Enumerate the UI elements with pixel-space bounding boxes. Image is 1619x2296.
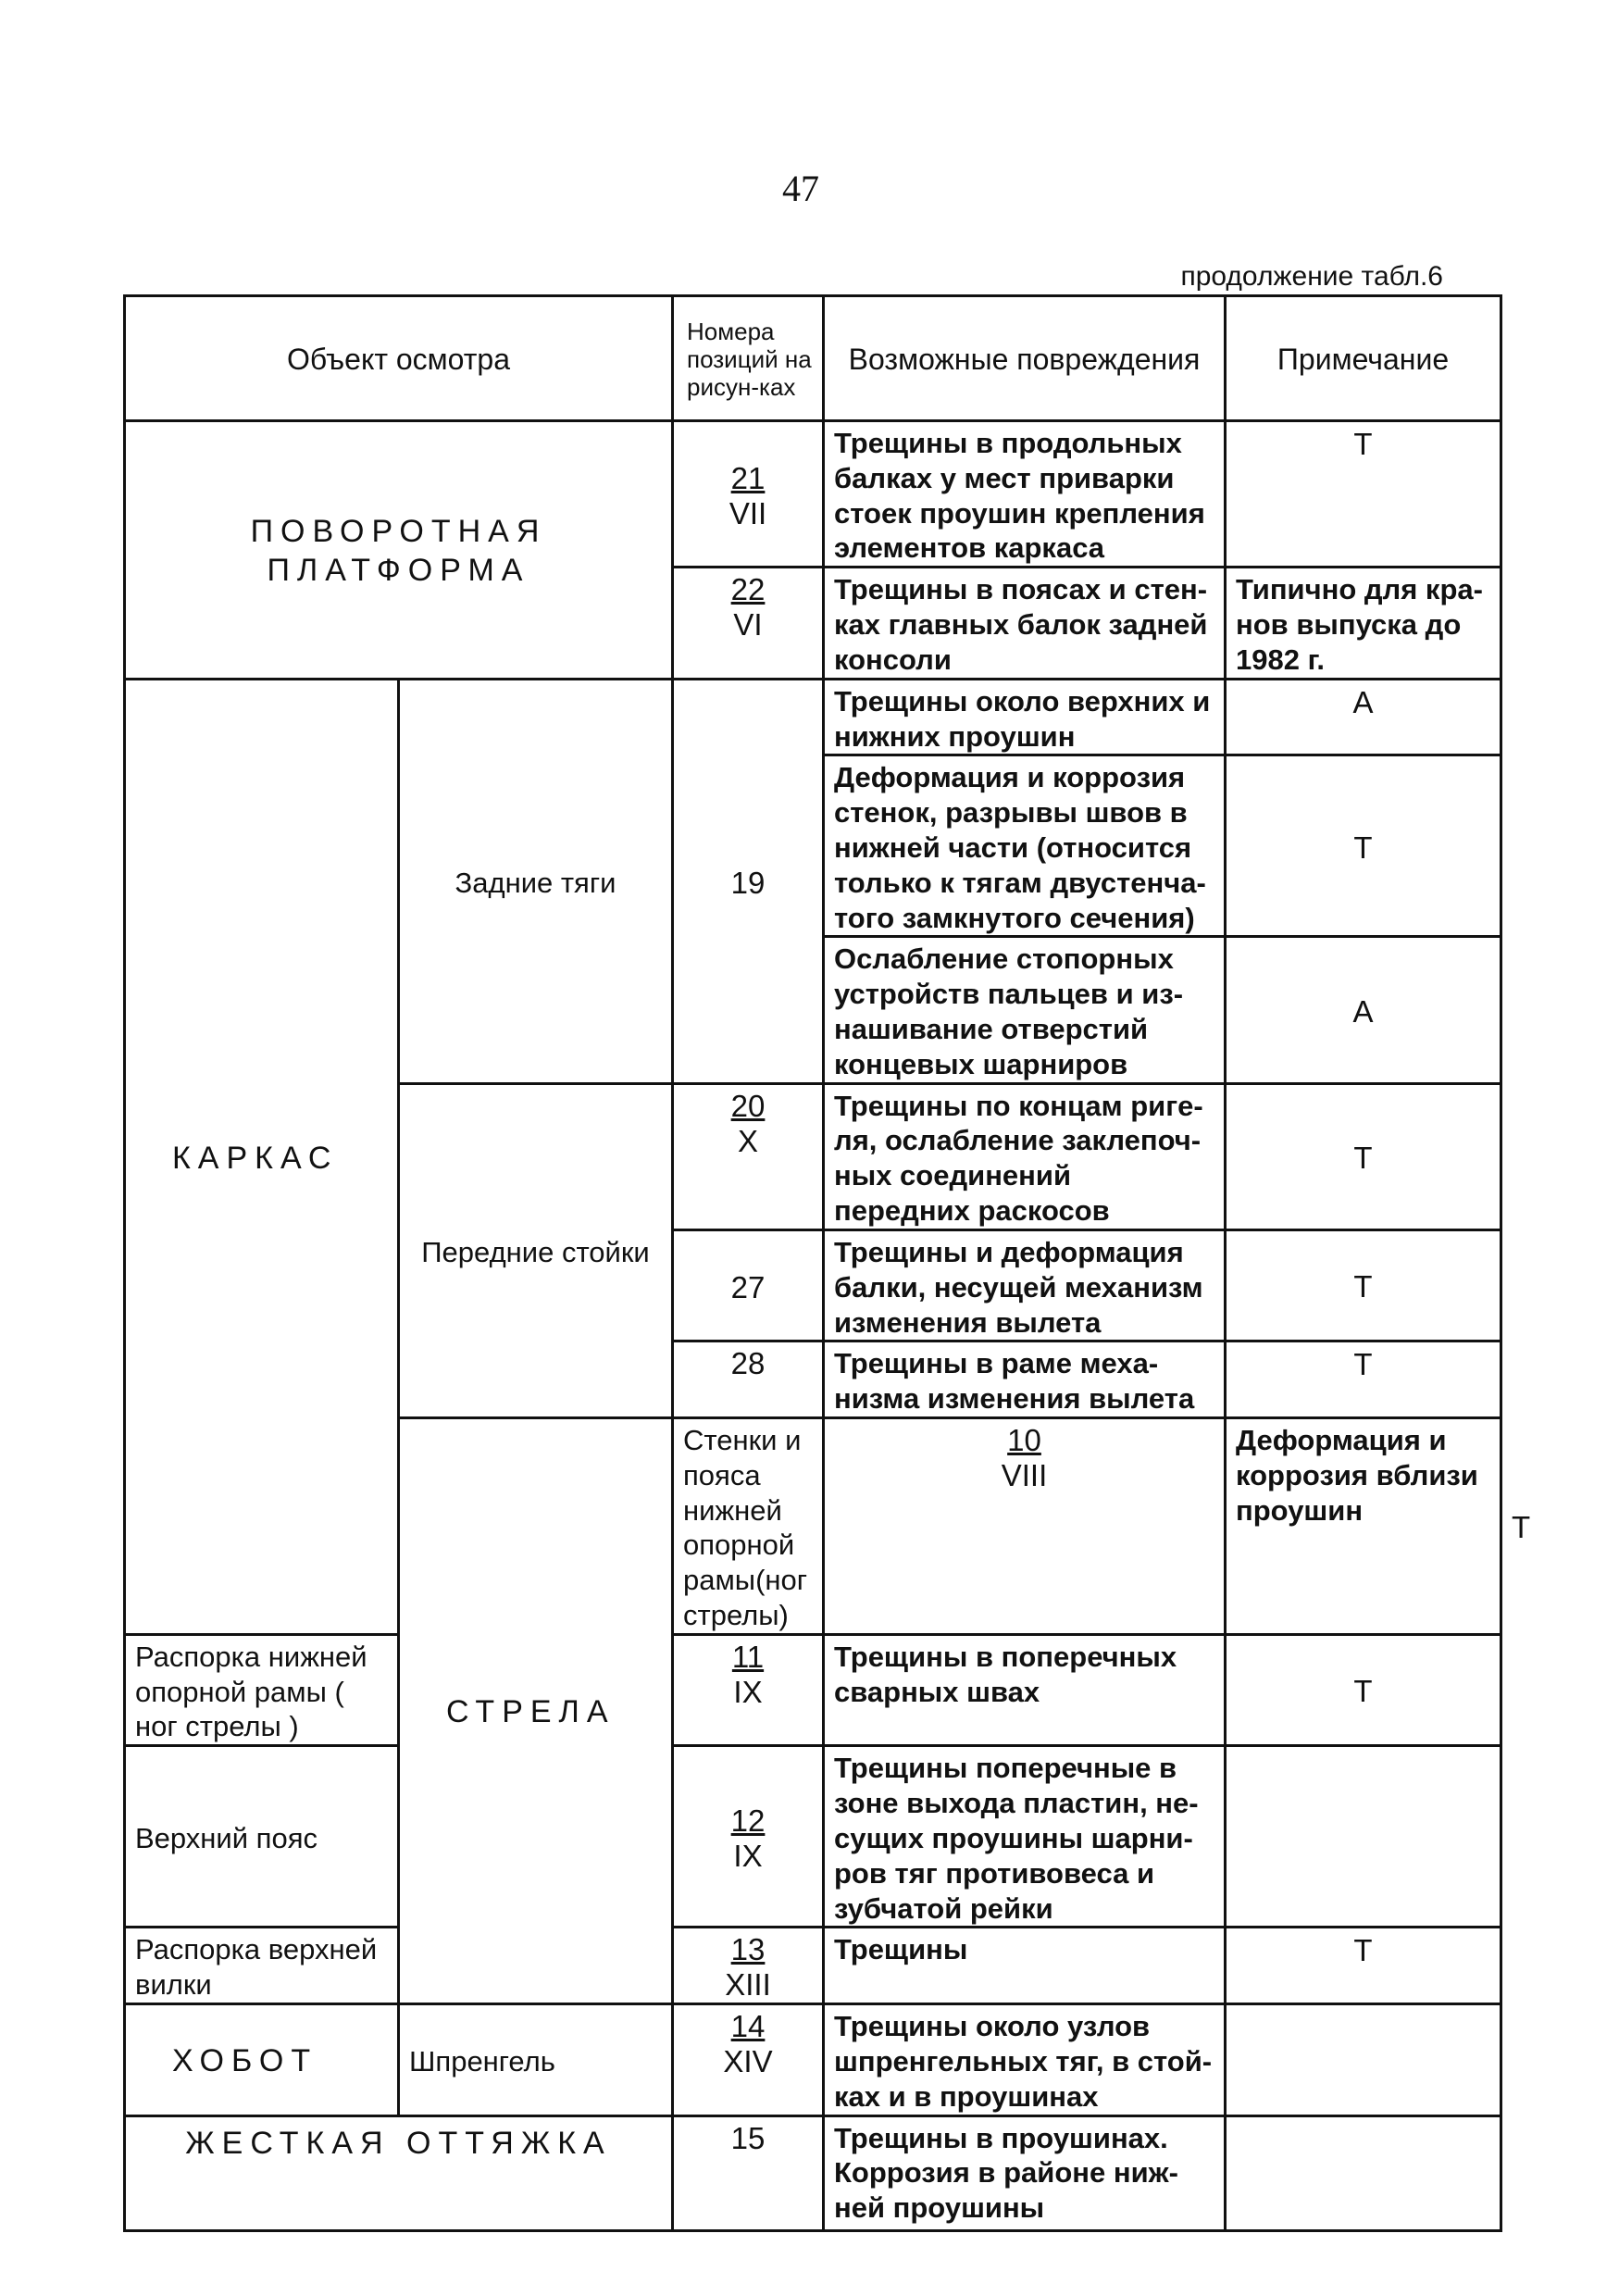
- note-cell: Типично для кра-нов выпуска до 1982 г.: [1226, 568, 1501, 679]
- header-positions: Номера позиций на рисун-ках: [673, 296, 824, 421]
- group-trunk: ХОБОТ: [125, 2004, 399, 2115]
- subgroup-upper-chord: Верхний пояс: [125, 1746, 399, 1928]
- table-row: СТРЕЛА Стенки и пояса нижней опорной рамы(ног стрелы) 10 VIII Деформация и коррозия вблизи проушин Т: [125, 1417, 1501, 1634]
- figure-number: XIV: [723, 2044, 773, 2079]
- damage-cell: Трещины в проушинах. Коррозия в районе ниж-ней проушины: [824, 2115, 1226, 2230]
- table-row: [125, 1746, 1501, 1928]
- page-number: 47: [782, 168, 819, 209]
- note-cell: Т: [1226, 1083, 1501, 1229]
- note-cell: А: [1226, 679, 1501, 755]
- group-boom: СТРЕЛА: [399, 1417, 673, 2003]
- note-cell: [1226, 2004, 1501, 2115]
- damage-cell: Трещины поперечные в зоне выхода пластин, не-сущих проушины шарни-ров тяг противовеса и зубчатой рейки: [824, 1746, 1226, 1928]
- subgroup-rear-rods: Задние тяги: [399, 679, 673, 1083]
- figure-number: XIII: [725, 1967, 771, 2003]
- position-number: 15: [730, 2120, 766, 2155]
- note-cell: Т: [1226, 755, 1501, 937]
- position-cell: [673, 421, 824, 568]
- damage-cell: Трещины в поясах и стен-ках главных балок задней консоли: [824, 568, 1226, 679]
- subgroup-brace-upper: Распорка верхней вилки: [125, 1928, 399, 2004]
- position-number: 11: [731, 1639, 765, 1674]
- table-row: [125, 1634, 1501, 1745]
- position-cell: [673, 679, 824, 1083]
- figure-number: IX: [733, 1838, 763, 1873]
- note-cell: Т: [1226, 421, 1501, 568]
- position-number: 19: [730, 865, 766, 900]
- position-number: 21: [730, 460, 766, 495]
- group-platform: ПОВОРОТНАЯ ПЛАТФОРМА: [125, 421, 673, 680]
- damage-cell: Трещины в продольных балках у мест приварки стоек проушин крепления элементов каркаса: [824, 421, 1226, 568]
- damage-cell: Деформация и коррозия вблизи проушин: [1226, 1417, 1501, 1634]
- figure-number: VI: [733, 607, 763, 643]
- position-number: 28: [730, 1346, 766, 1381]
- damage-cell: Ослабление стопорных устройств пальцев и из-нашивание отверстий концевых шарниров: [824, 937, 1226, 1083]
- position-cell: [673, 2004, 824, 2115]
- table-row: [125, 2004, 1501, 2115]
- damage-cell: Трещины: [824, 1928, 1226, 2004]
- continuation-label: продолжение табл.6: [1180, 261, 1443, 292]
- subgroup-brace-lower: Распорка нижней опорной рамы ( ног стрелы ): [125, 1634, 399, 1745]
- header-damage: Возможные повреждения: [824, 296, 1226, 421]
- group-frame: КАРКАС: [125, 679, 399, 1634]
- position-number: 27: [730, 1269, 766, 1304]
- table-row: [125, 1928, 1501, 2004]
- position-number: 10: [1007, 1422, 1041, 1457]
- position-cell: [673, 2115, 824, 2230]
- position-number: 22: [730, 572, 766, 607]
- table-row: [125, 679, 1501, 755]
- damage-cell: Трещины и деформация балки, несущей механизм изменения вылета: [824, 1229, 1226, 1341]
- note-cell: Т: [1226, 1634, 1501, 1745]
- position-cell: [673, 1928, 824, 2004]
- position-number: 20: [730, 1088, 766, 1123]
- group-stay: ЖЕСТКАЯ ОТТЯЖКА: [125, 2115, 673, 2230]
- damage-cell: Деформация и коррозия стенок, разрывы швов в нижней части (относится только к тягам двустенча-того замкнутого сечения): [824, 755, 1226, 937]
- position-number: 14: [730, 2009, 766, 2044]
- table-row: [125, 421, 1501, 568]
- figure-number: VIII: [1001, 1457, 1048, 1492]
- note-cell: [1226, 1746, 1501, 1928]
- position-cell: [673, 1083, 824, 1229]
- note-cell: Т: [1226, 1341, 1501, 1418]
- position-cell: [673, 1341, 824, 1418]
- damage-cell: Трещины в раме меха-низма изменения вылета: [824, 1341, 1226, 1418]
- note-cell: А: [1226, 937, 1501, 1083]
- damage-cell: Трещины около узлов шпренгельных тяг, в стой-ках и в проушинах: [824, 2004, 1226, 2115]
- damage-cell: Трещины по концам риге-ля, ослабление заклепоч-ных соединений передних раскосов: [824, 1083, 1226, 1229]
- header-note: Примечание: [1226, 296, 1501, 421]
- note-cell: Т: [1226, 1229, 1501, 1341]
- figure-number: VII: [729, 495, 767, 530]
- figure-number: X: [737, 1123, 758, 1158]
- table-header-row: [125, 296, 1501, 421]
- subgroup-front-posts: Передние стойки: [399, 1083, 673, 1417]
- note-cell: Т: [1226, 1928, 1501, 2004]
- header-object: Объект осмотра: [125, 296, 673, 421]
- position-number: 12: [730, 1803, 766, 1838]
- table-row: [125, 2115, 1501, 2230]
- damage-cell: Трещины в поперечных сварных швах: [824, 1634, 1226, 1745]
- inspection-table: [123, 294, 1531, 2232]
- position-number: 13: [730, 1932, 766, 1967]
- position-cell: [673, 568, 824, 679]
- position-cell: [824, 1417, 1226, 1634]
- position-cell: [673, 1746, 824, 1928]
- subgroup-walls: Стенки и пояса нижней опорной рамы(ног стрелы): [673, 1417, 824, 1634]
- note-cell: [1226, 2115, 1501, 2230]
- position-cell: [673, 1634, 824, 1745]
- figure-number: IX: [733, 1674, 763, 1709]
- position-cell: [673, 1229, 824, 1341]
- subgroup-truss: Шпренгель: [399, 2004, 673, 2115]
- damage-cell: Трещины около верхних и нижних проушин: [824, 679, 1226, 755]
